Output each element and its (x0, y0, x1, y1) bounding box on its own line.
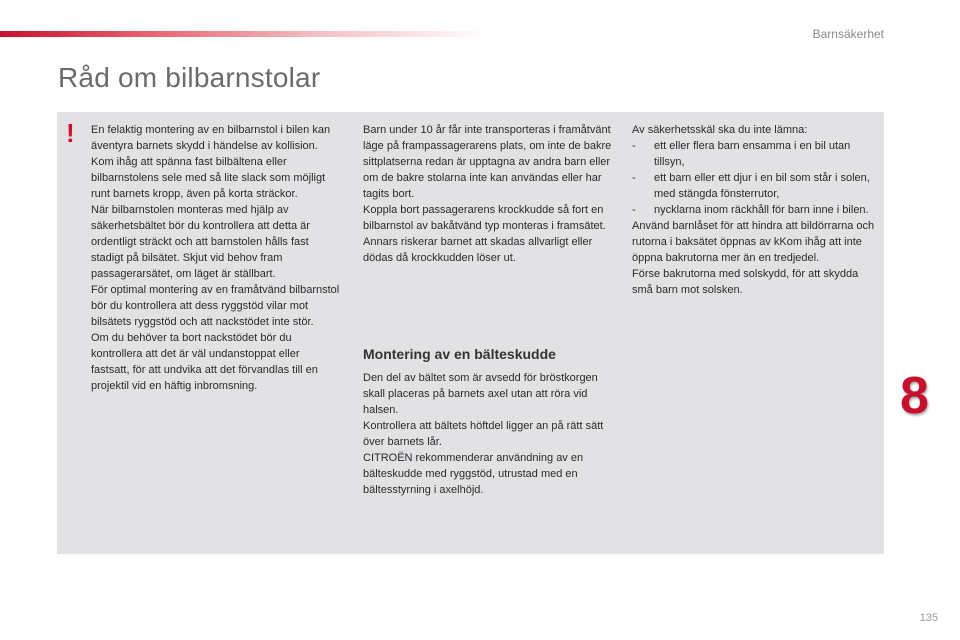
paragraph: För optimal montering av en framåtvänd bilbarnstol bör du kontrollera att dess ryggstöd vilar mot bilsätets ryggstöd och att nackstödet inte stör. (91, 284, 340, 328)
paragraph: CITROËN rekommenderar användning av en bälteskudde med ryggstöd, utrustad med en bältesstyrning i axelhöjd. (363, 452, 584, 496)
subheading-booster-cushion: Montering av en bälteskudde (363, 346, 556, 362)
chapter-number: 8 (900, 367, 929, 425)
list-item-text: ett eller flera barn ensamma i en bil utan tillsyn, (654, 140, 851, 168)
header-accent-bar (0, 31, 490, 37)
right-text-column (632, 122, 882, 298)
paragraph: Den del av bältet som är avsedd för bröstkorgen skall placeras på barnets axel utan att röra vid halsen. (363, 372, 598, 416)
list-item (632, 170, 882, 202)
bullet-dash: - (632, 204, 636, 216)
list-item-text: ett barn eller ett djur i en bil som står i solen, med stängda fönsterrutor, (654, 172, 870, 200)
paragraph: Använd barnlåset för att hindra att bildörrarna och rutorna i baksätet öppnas av kKom ihåg att inte öppna bakrutorna mer än en tredjedel. (632, 220, 875, 264)
paragraph: Koppla bort passagerarens krockkudde så fort en bilbarnstol av bakåtvänd typ monteras i framsätet. (363, 204, 606, 232)
paragraph: Förse bakrutorna med solskydd, för att skydda små barn mot solsken. (632, 268, 859, 296)
paragraph: Kontrollera att bältets höftdel ligger an på rätt sätt över barnets lår. (363, 420, 604, 448)
warning-icon: ! (66, 118, 75, 148)
bullet-dash: - (632, 140, 636, 152)
list-item-text: nycklarna inom räckhåll för barn inne i bilen. (654, 204, 869, 216)
paragraph: Om du behöver ta bort nackstödet bör du kontrollera att det är väl undanstoppat eller fastsatt, för att undvika att det förvandlas till en projektil vid en häftig inbromsning. (91, 332, 318, 392)
paragraph: Kom ihåg att spänna fast bilbältena eller bilbarnstolens sele med så lite slack som möjligt runt barnets kropp, även på korta sträckor. (91, 156, 326, 200)
list-item (632, 138, 882, 170)
booster-text-column (363, 370, 613, 498)
list-item (632, 202, 882, 218)
paragraph: Barn under 10 år får inte transporteras i framåtvänt läge på frampassagerarens plats, om inte de bakre sittplatserna redan är upptagna av andra barn eller om de bakre stolarna inte kan användas eller har tagits bort. (363, 124, 612, 200)
paragraph: När bilbarnstolen monteras med hjälp av säkerhetsbältet bör du kontrollera att detta är ordentligt sträckt och att barnstolen hålls fast stadigt på bilsätet. Skjut vid behov fram passagerarsätet, om läget är ställbart. (91, 204, 310, 280)
page-title: Råd om bilbarnstolar (58, 62, 321, 93)
paragraph: En felaktig montering av en bilbarnstol i bilen kan äventyra barnets skydd i händelse av kollision. (91, 124, 331, 152)
middle-text-column (363, 122, 613, 266)
warning-text-column (91, 122, 341, 394)
paragraph: Av säkerhetsskäl ska du inte lämna: (632, 124, 808, 136)
bullet-dash: - (632, 172, 636, 184)
section-label: Barnsäkerhet (812, 27, 884, 41)
page-number: 135 (919, 612, 938, 624)
paragraph: Annars riskerar barnet att skadas allvarligt eller dödas då krockkudden löser ut. (363, 236, 593, 264)
